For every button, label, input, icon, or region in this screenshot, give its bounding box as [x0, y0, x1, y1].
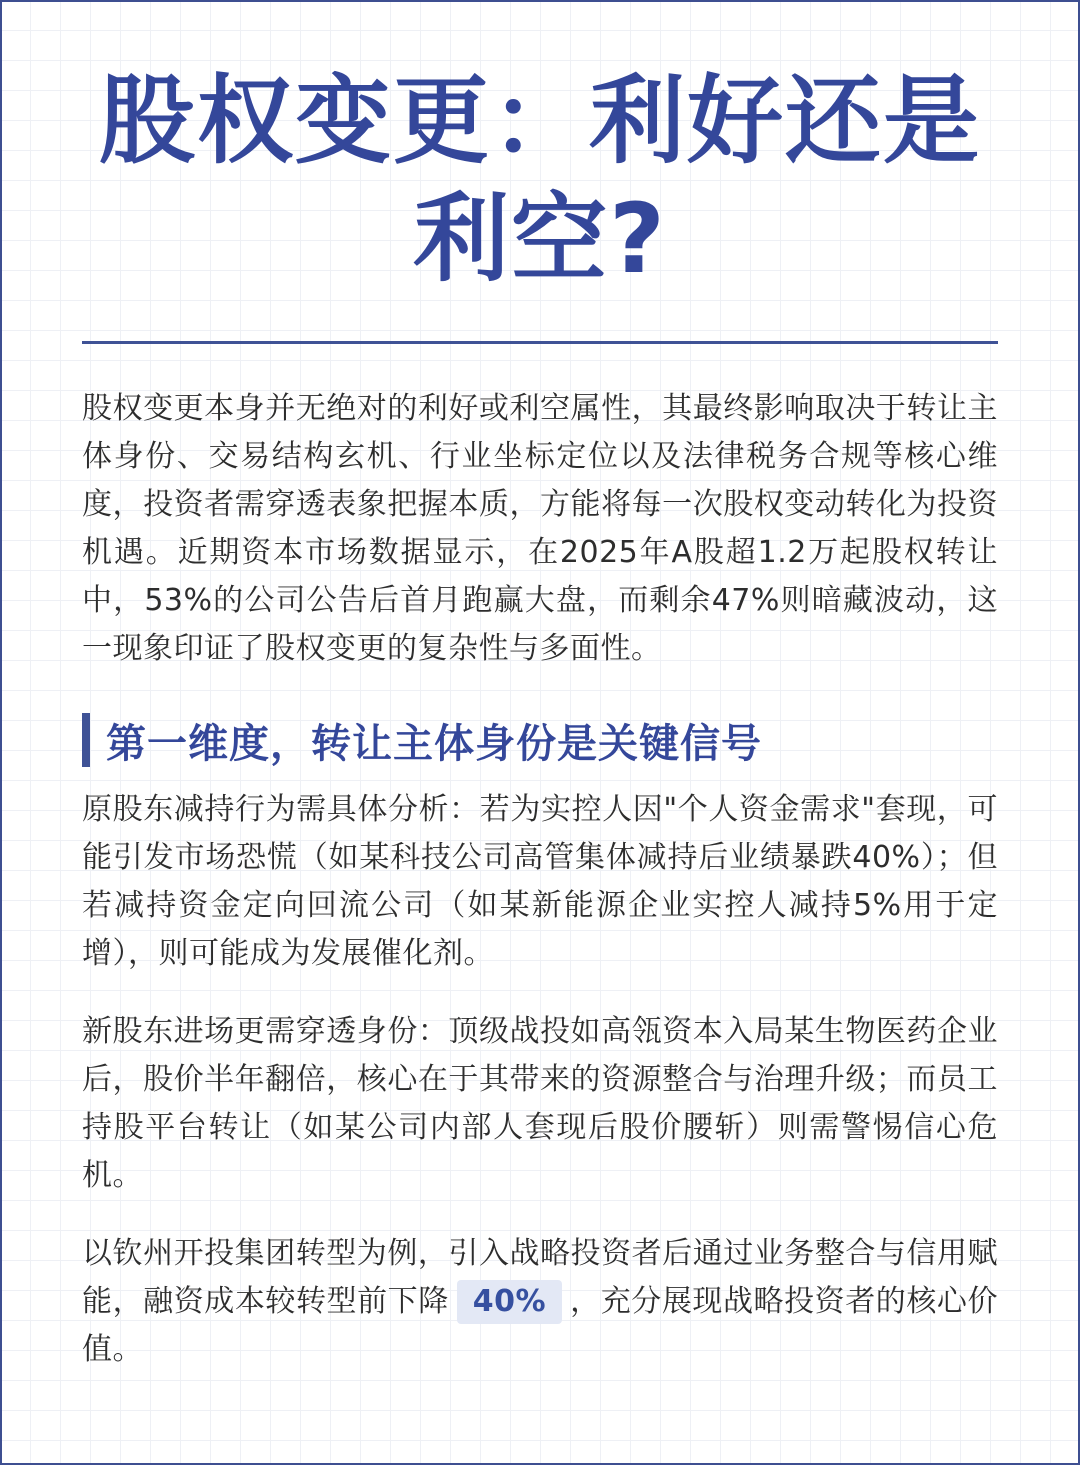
- section-title: 第一维度，转让主体身份是关键信号: [106, 720, 762, 767]
- section-paragraph-2: 新股东进场更需穿透身份：顶级战投如高瓴资本入局某生物医药企业后，股价半年翻倍，核心在于其带来的资源整合与治理升级；而员工持股平台转让（如某公司内部人套现后股价腰斩）则需警惕信心危机。: [82, 1014, 998, 1193]
- paragraph-3-text-after: ，充分展现战略投资者的核心价值。: [82, 1284, 999, 1367]
- intro-paragraph: 股权变更本身并无绝对的利好或利空属性，其最终影响取决于转让主体身份、交易结构玄机、行业坐标定位以及法律税务合规等核心维度，投资者需穿透表象把握本质，方能将每一次股权变动转化为投资机遇。近期资本市场数据显示，在2025年A股超1.2万起股权转让中，53%的公司公告后首月跑赢大盘，而剩余47%则暗藏波动，这一现象印证了股权变更的复杂性与多面性。: [82, 391, 998, 666]
- title-divider: [82, 341, 998, 344]
- page-title-line-1: 股权变更：利好还是: [99, 65, 981, 177]
- section-heading: [82, 712, 762, 768]
- section-accent-bar: [82, 713, 90, 767]
- paragraph-3-text-before: 以钦州开投集团转型为例，引入战略投资者后通过业务整合与信用赋能，融资成本较转型前下降: [82, 1236, 998, 1319]
- highlight-badge: 40%: [457, 1280, 562, 1324]
- page-title: [60, 62, 1020, 298]
- section-paragraph-1: 原股东减持行为需具体分析：若为实控人因"个人资金需求"套现，可能引发市场恐慌（如某科技公司高管集体减持后业绩暴跌40%）；但若减持资金定向回流公司（如某新能源企业实控人减持5%用于定增），则可能成为发展催化剂。: [82, 792, 998, 971]
- page-title-line-2: 利空?: [413, 183, 667, 295]
- section-paragraph-3: [82, 1230, 998, 1374]
